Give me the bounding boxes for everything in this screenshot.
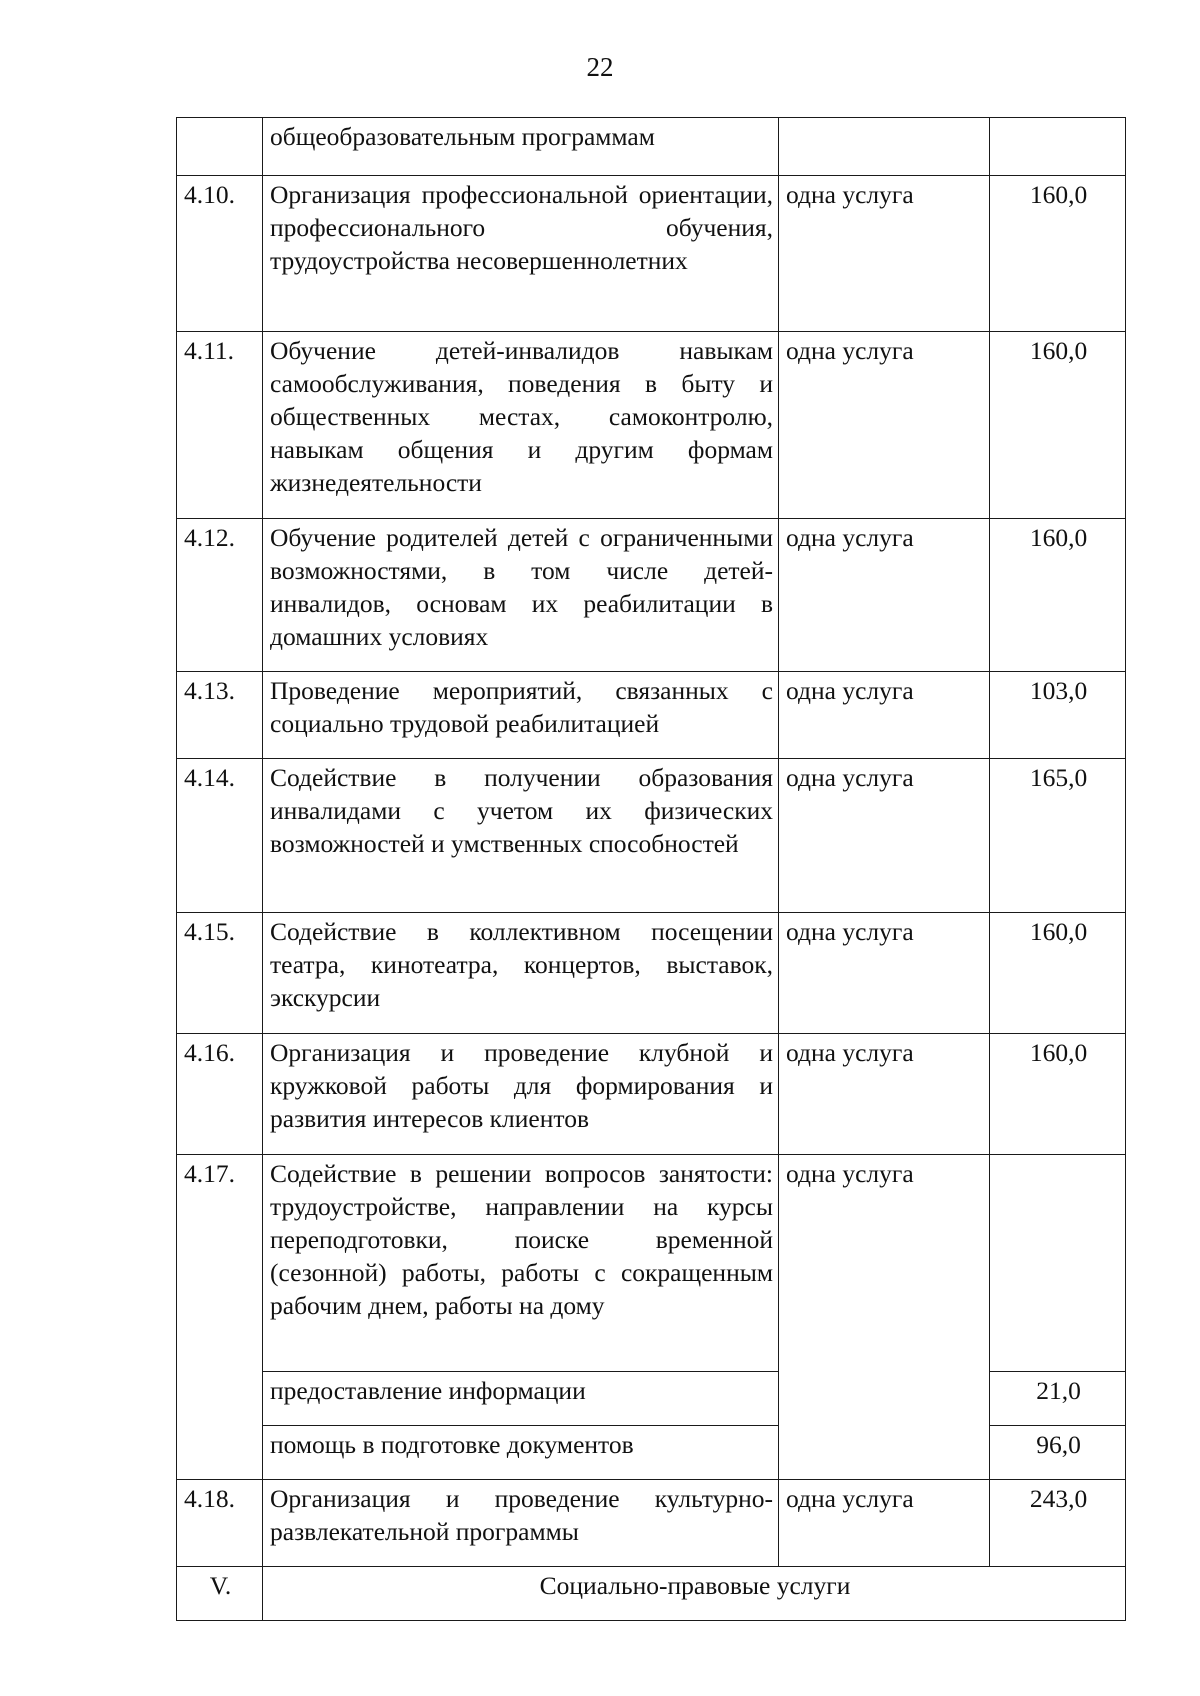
row-number: 4.17. xyxy=(177,1155,263,1480)
table-row xyxy=(177,118,1126,176)
service-price: 160,0 xyxy=(990,176,1126,332)
table-row xyxy=(177,1480,1126,1567)
section-number: V. xyxy=(177,1567,263,1621)
service-price xyxy=(990,118,1126,176)
service-description: Организация профессиональной ориентации, профессионального обучения, трудоустройства несовершеннолетних xyxy=(263,176,779,332)
unit-of-service: одна услуга xyxy=(779,1155,990,1480)
unit-of-service: одна услуга xyxy=(779,672,990,759)
service-price: 160,0 xyxy=(990,1034,1126,1155)
service-subitem-description: помощь в подготовке документов xyxy=(263,1426,779,1480)
unit-of-service: одна услуга xyxy=(779,332,990,519)
table-row xyxy=(177,519,1126,672)
service-price: 160,0 xyxy=(990,519,1126,672)
service-price: 160,0 xyxy=(990,913,1126,1034)
row-number: 4.15. xyxy=(177,913,263,1034)
section-title: Социально-правовые услуги xyxy=(263,1567,1126,1621)
service-price xyxy=(990,1155,1126,1372)
unit-of-service: одна услуга xyxy=(779,1034,990,1155)
row-number: 4.10. xyxy=(177,176,263,332)
service-price: 165,0 xyxy=(990,759,1126,913)
unit-of-service: одна услуга xyxy=(779,176,990,332)
service-description: Организация и проведение клубной и кружковой работы для формирования и развития интересов клиентов xyxy=(263,1034,779,1155)
table-row xyxy=(177,1034,1126,1155)
service-description: Содействие в решении вопросов занятости: трудоустройстве, направлении на курсы переподготовки, поиске временной (сезонной) работы, работы с сокращенным рабочим днем, работы на дому xyxy=(263,1155,779,1372)
page-number: 22 xyxy=(586,52,614,82)
service-subitem-description: предоставление информации xyxy=(263,1372,779,1426)
row-number: 4.12. xyxy=(177,519,263,672)
service-description: Проведение мероприятий, связанных с социально трудовой реабилитацией xyxy=(263,672,779,759)
service-description: общеобразовательным программам xyxy=(263,118,779,176)
table-row xyxy=(177,759,1126,913)
services-tariff-table xyxy=(176,117,1126,1621)
row-number: 4.11. xyxy=(177,332,263,519)
service-price: 243,0 xyxy=(990,1480,1126,1567)
unit-of-service: одна услуга xyxy=(779,1480,990,1567)
service-description: Обучение родителей детей с ограниченными возможностями, в том числе детей-инвалидов, основам их реабилитации в домашних условиях xyxy=(263,519,779,672)
table-row xyxy=(177,332,1126,519)
section-header-row xyxy=(177,1567,1126,1621)
service-description: Содействие в коллективном посещении театра, кинотеатра, концертов, выставок, экскурсии xyxy=(263,913,779,1034)
unit-of-service: одна услуга xyxy=(779,519,990,672)
unit-of-service: одна услуга xyxy=(779,759,990,913)
service-price: 160,0 xyxy=(990,332,1126,519)
row-number: 4.16. xyxy=(177,1034,263,1155)
table-row xyxy=(177,176,1126,332)
table-row xyxy=(177,1155,1126,1372)
service-price: 21,0 xyxy=(990,1372,1126,1426)
service-price: 103,0 xyxy=(990,672,1126,759)
table-row xyxy=(177,913,1126,1034)
table-row xyxy=(177,672,1126,759)
row-number: 4.18. xyxy=(177,1480,263,1567)
unit-of-service xyxy=(779,118,990,176)
unit-of-service: одна услуга xyxy=(779,913,990,1034)
row-number: 4.13. xyxy=(177,672,263,759)
service-description: Организация и проведение культурно-развлекательной программы xyxy=(263,1480,779,1567)
row-number xyxy=(177,118,263,176)
service-description: Обучение детей-инвалидов навыкам самообслуживания, поведения в быту и общественных местах, самоконтролю, навыкам общения и другим формам жизнедеятельности xyxy=(263,332,779,519)
row-number: 4.14. xyxy=(177,759,263,913)
service-description: Содействие в получении образования инвалидами с учетом их физических возможностей и умственных способностей xyxy=(263,759,779,913)
service-price: 96,0 xyxy=(990,1426,1126,1480)
